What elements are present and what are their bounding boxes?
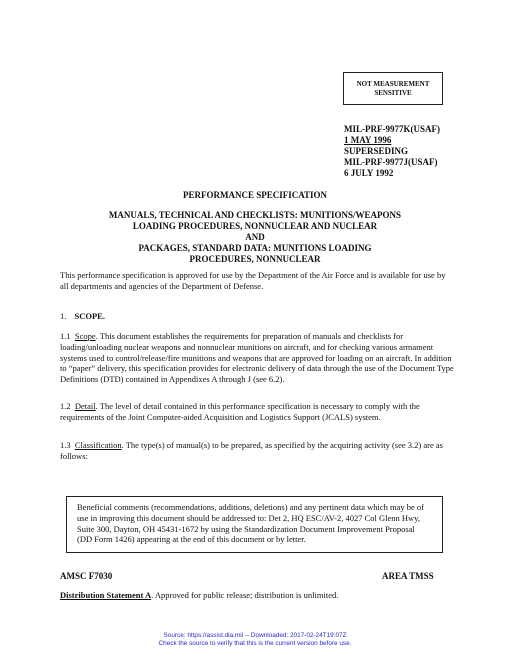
section-title: SCOPE.: [74, 311, 105, 321]
stamp-line-2: SENSITIVE: [374, 88, 412, 97]
paragraph-heading: Scope: [74, 331, 96, 341]
title-line-3: AND: [245, 232, 265, 242]
section-1-heading: [60, 311, 105, 322]
title-line-1: MANUALS, TECHNICAL AND CHECKLISTS: MUNITIONS/WEAPONS: [108, 210, 402, 220]
paragraph-number: 1.3: [60, 440, 71, 450]
footer-source-line: Source: https://assist.dla.mil -- Downloaded: 2017-02-24T19:07Z: [163, 632, 347, 639]
approval-statement: This performance specification is approved for use by the Department of the Air Force and is available for use by all departments and agencies of the Department of Defense.: [60, 270, 446, 291]
paragraph-text: . This document establishes the requirements for preparation of manuals and checklists for loading/unloading nuclear weapons and nonnuclear munitions on aircraft, and for checking various armament systems used to control/release/fire munitions and weapons that are approved for loading on an aircraft. In addition to “paper” delivery, this specification provides for electronic delivery of data through the use of the Document Type Definitions (DTD) contained in Appendixes A through J (see 6.2).: [60, 331, 454, 385]
amsc-number: AMSC F7030: [60, 571, 113, 581]
title-line-5: PROCEDURES, NONNUCLEAR: [189, 254, 321, 264]
document-date: 1 MAY 1996: [344, 135, 392, 145]
paragraph-1-3: [60, 440, 456, 462]
measurement-stamp: [343, 72, 443, 105]
paragraph-text: . The level of detail contained in this performance specification is necessary to comply with the requirements of the Joint Computer-aided Acquisition and Logistics Support (JCALS) system.: [60, 401, 420, 422]
paragraph-text: . The type(s) of manual(s) to be prepared, as specified by the acquiring activity (see 3.2) are as follows:: [60, 440, 443, 461]
footer-verify-line: Check the source to verify that this is the current version before use.: [158, 640, 352, 647]
paragraph-1-1: [60, 331, 456, 385]
comments-box: [66, 496, 443, 553]
title-line-4: PACKAGES, STANDARD DATA: MUNITIONS LOADING: [138, 243, 372, 253]
document-title: [60, 210, 450, 265]
paragraph-1-2: [60, 401, 456, 423]
paragraph-heading: Detail: [74, 401, 96, 411]
paragraph-number: 1.1: [60, 331, 71, 341]
document-identifier: [344, 124, 440, 179]
area-code: AREA TMSS: [382, 571, 434, 581]
title-line-2: LOADING PROCEDURES, NONNUCLEAR AND NUCLEAR: [132, 221, 378, 231]
superseding-label: SUPERSEDING: [344, 146, 409, 156]
distribution-statement: [60, 590, 338, 600]
superseded-number: MIL-PRF-9977J(USAF): [344, 157, 438, 167]
stamp-line-1: NOT MEASUREMENT: [356, 79, 430, 88]
source-footer: [0, 632, 510, 648]
distribution-label: Distribution Statement A: [60, 590, 152, 600]
document-number: MIL-PRF-9977K(USAF): [344, 124, 440, 134]
paragraph-number: 1.2: [60, 401, 71, 411]
section-number: 1.: [60, 311, 67, 321]
paragraph-heading: Classification: [74, 440, 122, 450]
superseded-date: 6 JULY 1992: [344, 168, 394, 178]
distribution-text: . Approved for public release; distribution is unlimited.: [151, 590, 339, 600]
comments-text: Beneficial comments (recommendations, additions, deletions) and any pertinent data which may be of use in improving this document should be addressed to: Det 2, HQ ESC/AV-2, 4027 Col Glenn Hwy, Suite 300, Dayton, OH 45431-1672 by using the Standardization Document Improvement Proposal (DD Form 1426) appearing at the end of this document or by letter.: [77, 502, 424, 545]
spec-type-heading: PERFORMANCE SPECIFICATION: [182, 190, 328, 200]
